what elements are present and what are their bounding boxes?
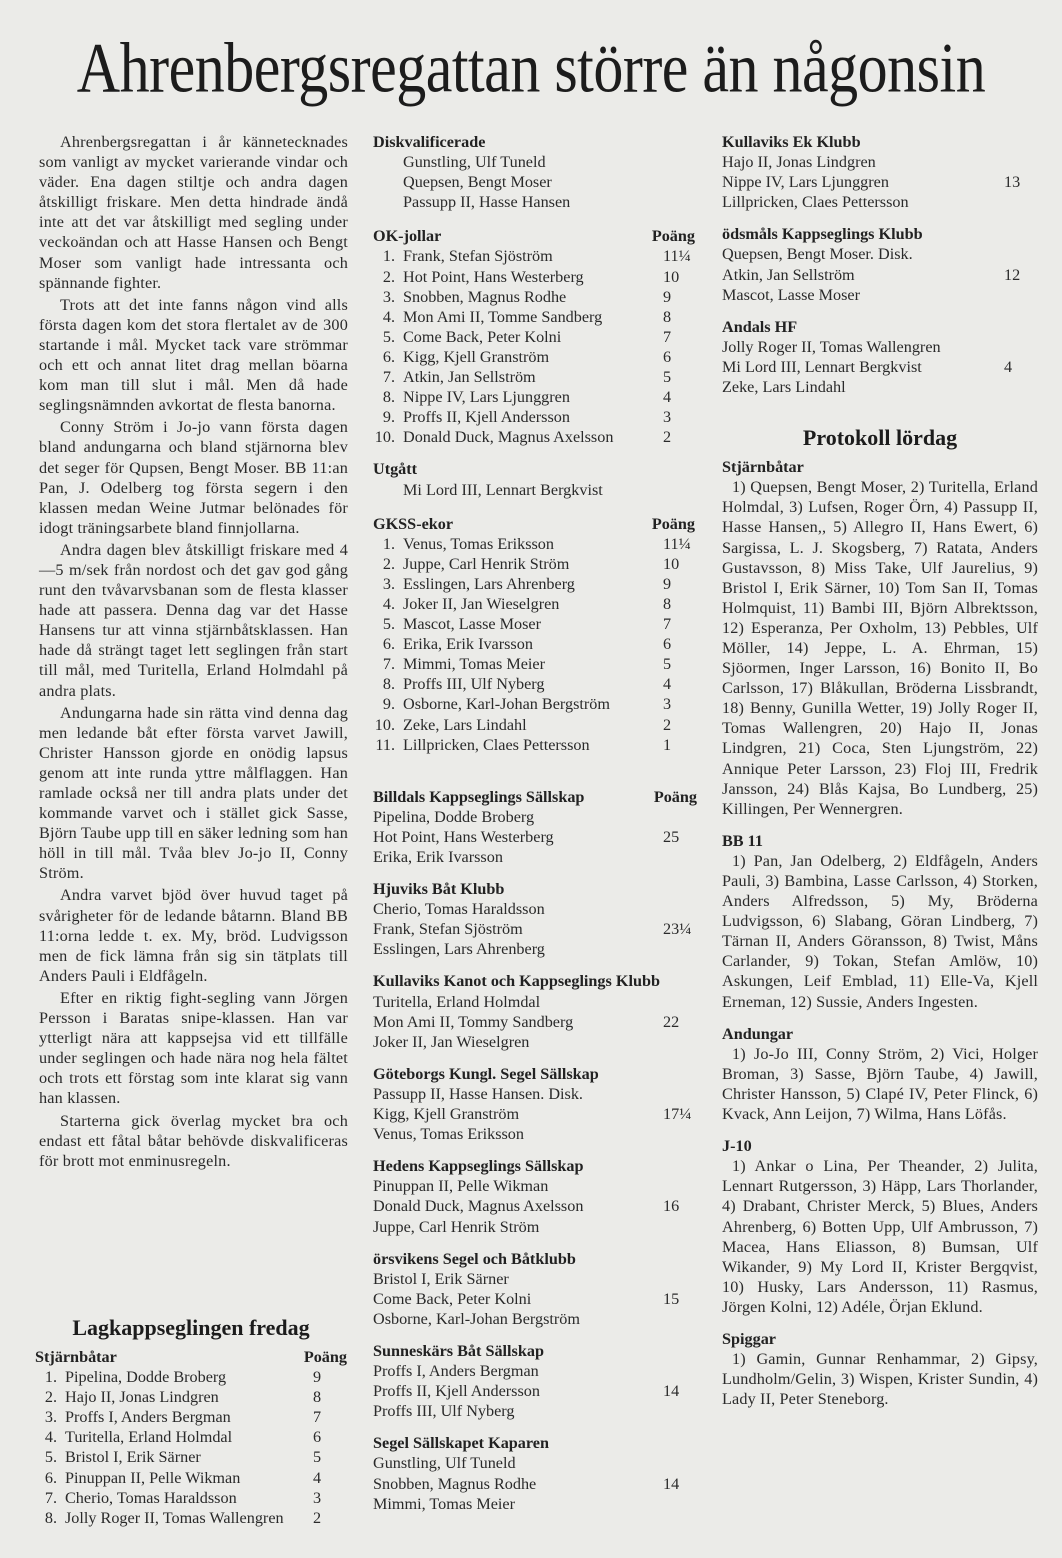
- result-points: 4: [313, 1468, 322, 1487]
- protokoll-section: [722, 831, 1038, 1012]
- results-column-middle: [373, 132, 697, 1526]
- result-boat-skipper: Proffs III, Ulf Nyberg: [403, 675, 545, 694]
- result-rank: 5.: [382, 615, 395, 634]
- result-rank: 4.: [44, 1428, 57, 1447]
- result-points: 2: [663, 428, 672, 447]
- club-boat-row: [373, 992, 697, 1012]
- club-boat: Hot Point, Hans Westerberg: [373, 827, 554, 846]
- result-points: 8: [663, 594, 672, 613]
- result-points: 9: [663, 574, 672, 593]
- club-boat-row: [722, 337, 1038, 357]
- club-block: [722, 317, 1038, 397]
- club-boat: Quepsen, Bengt Moser. Disk.: [722, 245, 913, 264]
- club-boat: Nippe IV, Lars Ljunggren: [722, 173, 889, 192]
- club-boat: Passupp II, Hasse Hansen. Disk.: [373, 1084, 583, 1103]
- club-boat: Cherio, Tomas Haraldsson: [373, 900, 545, 919]
- club-boat-row: [722, 244, 1038, 264]
- result-rank: 5.: [44, 1448, 57, 1467]
- result-boat-skipper: Joker II, Jan Wieselgren: [403, 594, 560, 613]
- result-points: 10: [663, 267, 680, 286]
- club-block: [373, 1064, 697, 1144]
- club-boat: Mimmi, Tomas Meier: [373, 1494, 515, 1513]
- club-heading: [722, 132, 1038, 152]
- article-paragraph: Conny Ström i Jo-jo vann första dagen bland andungarna och bland stjärnorna blev det seger för Qupsen, Bengt Moser. BB 11:an Pan, J. Odelberg tog första segern i den klassen medan Weine Jutmar belönades för idogt träningsarbete bland finnjollarna.: [39, 418, 348, 537]
- result-row: [373, 307, 697, 327]
- protokoll-results: 1) Quepsen, Bengt Moser, 2) Turitella, Erland Holmdal, 3) Lufsen, Roger Örn, 4) Passupp II, Hasse Hansen,, 5) Allegro II, Hans Ewert, 6) Sargissa, L. J. Skogsberg, 7) Ratata, Anders Gustavsson, 8) Miss Take, Ulf Jaurelius, 9) Bristol I, Erik Särner, 10) Tom San II, Tomas Holmquist, 11) Bambi III, Björn Albrektsson, 12) Esperanza, Per Oxholm, 13) Pebbles, Ulf Möller, 14) Jeppe, L. A. Ehrman, 15) Sjöormen, Inger Larsson, 16) Bonito II, Bo Carlsson, 17) Blåkullan, Bröderna Lissbrandt, 18) Benny, Gunilla Wetter, 19) Jolly Roger II, Tomas Wallengren, 20) Hajo II, Jonas Lindgren, 21) Coca, Sten Ljungström, 22) Annique Peter Larsson, 23) Floj III, Fredrik Jansson, 24) Blås Kajsa, Bo Lundberg, 25) Killingen, Per Wennergren.: [722, 478, 1038, 818]
- result-boat-skipper: Turitella, Erland Holmdal: [65, 1428, 233, 1447]
- result-points: 3: [663, 408, 672, 427]
- club-boat: Erika, Erik Ivarsson: [373, 848, 503, 866]
- result-rank: 7.: [382, 368, 395, 387]
- result-points: 6: [663, 635, 672, 654]
- result-row: [373, 287, 697, 307]
- protokoll-section: [722, 1024, 1038, 1124]
- protokoll-class-heading: Andungar: [722, 1024, 794, 1043]
- result-boat-skipper: Kigg, Kjell Granström: [403, 347, 550, 366]
- result-points: 5: [663, 655, 672, 674]
- article-paragraph: Efter en riktig fight-segling vann Jörgen Persson i Baratas snipe-klassen. Han var ytterligt nära att kappsejsa vid ett tillfälle under seglingen och hade nära nog hela fältet och trots ett förstag som inte klarat sig vann han klassen.: [39, 988, 348, 1108]
- club-heading: [722, 317, 1038, 337]
- result-row: [373, 614, 697, 634]
- utgatt-list: [373, 480, 697, 500]
- result-points: 7: [313, 1408, 322, 1427]
- utgatt-heading: [373, 459, 697, 479]
- lagkapp-section: [35, 1315, 347, 1528]
- club-points: 4: [1004, 357, 1013, 376]
- result-points: 5: [663, 368, 672, 387]
- club-boat: Proffs I, Anders Bergman: [373, 1362, 539, 1381]
- result-row: [35, 1488, 347, 1508]
- club-boat: Turitella, Erland Holmdal: [373, 992, 541, 1011]
- protokoll-class-heading: Spiggar: [722, 1329, 776, 1348]
- club-boat: Venus, Tomas Eriksson: [373, 1125, 524, 1144]
- article-paragraph: Starterna gick överlag mycket bra och endast ett fåtal båtar behövde diskvalificeras för brott mot enminusregeln.: [39, 1111, 348, 1170]
- club-boat-row: [722, 152, 1038, 172]
- club-boat: Joker II, Jan Wieselgren: [373, 1032, 530, 1051]
- club-boat-row: [373, 1124, 697, 1144]
- result-boat-skipper: Venus, Tomas Eriksson: [403, 534, 554, 553]
- club-boat: Lillpricken, Claes Pettersson: [722, 193, 909, 212]
- result-points: 9: [313, 1368, 322, 1387]
- result-points: 2: [663, 715, 672, 734]
- result-boat-skipper: Zeke, Lars Lindahl: [403, 715, 527, 734]
- result-row: [373, 267, 697, 287]
- result-rank: 1.: [44, 1368, 57, 1387]
- club-block: [722, 224, 1038, 304]
- result-rank: 7.: [382, 655, 395, 674]
- result-boat-skipper: Come Back, Peter Kolni: [403, 327, 562, 346]
- club-boat-row: [373, 1012, 697, 1032]
- result-boat-skipper: Mon Ami II, Tomme Sandberg: [403, 307, 603, 326]
- result-points: 3: [663, 695, 672, 714]
- club-name: Hjuviks Båt Klubb: [373, 880, 505, 899]
- result-rank: 3.: [44, 1408, 57, 1427]
- result-boat-skipper: Proffs II, Kjell Andersson: [403, 408, 570, 427]
- club-boat: Proffs III, Ulf Nyberg: [373, 1402, 515, 1421]
- club-boat-row: [373, 1309, 697, 1329]
- result-rank: 6.: [382, 347, 395, 366]
- points-label: Poäng: [651, 514, 695, 533]
- club-boat-row: [373, 807, 697, 827]
- points-label: Poäng: [303, 1348, 347, 1366]
- result-boat-skipper: Cherio, Tomas Haraldsson: [65, 1488, 237, 1507]
- club-boat-row: [722, 172, 1038, 192]
- club-boat-row: [373, 1361, 697, 1381]
- result-boat-skipper: Snobben, Magnus Rodhe: [403, 287, 567, 306]
- club-points: 22: [663, 1012, 680, 1031]
- club-name: Kullaviks Kanot och Kappseglings Klubb: [373, 972, 660, 991]
- result-row: [35, 1447, 347, 1467]
- result-rank: 6.: [382, 635, 395, 654]
- club-boat-row: [373, 919, 697, 939]
- club-boat: Frank, Stefan Sjöström: [373, 920, 523, 939]
- result-points: 10: [663, 554, 680, 573]
- club-boat-row: [373, 1474, 697, 1494]
- result-row: [373, 534, 697, 554]
- result-row: [373, 407, 697, 427]
- club-boat-row: [373, 1084, 697, 1104]
- club-name: Billdals Kappseglings Sällskap: [373, 787, 585, 806]
- result-row: [373, 347, 697, 367]
- lagkapp-class-header: [35, 1347, 347, 1367]
- result-rank: 3.: [382, 574, 395, 593]
- club-heading: [373, 1249, 697, 1269]
- club-name: Kullaviks Ek Klubb: [722, 133, 861, 151]
- club-block: [373, 1433, 697, 1513]
- club-boat: Bristol I, Erik Särner: [373, 1269, 509, 1288]
- article-paragraph: Andungarna hade sin rätta vind denna dag men ledande båt efter första varvet Jawill, Christer Hansson gjorde en onödig lapsus genom att inte runda yttre målflaggen. Han ramlade också ner till andra plats under det kommande varvet och i stället gick Sasse, Björn Taube upp till en säker ledning som han höll in till mål. Tvåa blev Jo-jo II, Conny Ström.: [39, 703, 348, 883]
- diskvalificerade-list: [373, 152, 697, 212]
- protokoll-results: 1) Gamin, Gunnar Renhammar, 2) Gipsy, Lundholm/Gelin, 3) Wispen, Krister Sundin, 4) Lady II, Peter Steneborg.: [722, 1350, 1038, 1409]
- club-heading: [373, 879, 697, 899]
- result-boat-skipper: Mascot, Lasse Moser: [403, 615, 542, 634]
- result-boat-skipper: Nippe IV, Lars Ljunggren: [403, 388, 570, 407]
- result-row: [373, 735, 697, 755]
- utgatt-section: [373, 459, 697, 499]
- result-row: [373, 654, 697, 674]
- diskvalificerade-heading: [373, 132, 697, 152]
- result-boat-skipper: Pinuppan II, Pelle Wikman: [65, 1468, 241, 1487]
- result-boat-skipper: Jolly Roger II, Tomas Wallengren: [65, 1508, 284, 1527]
- result-row: [35, 1468, 347, 1488]
- points-label: Poäng: [651, 227, 695, 246]
- result-boat-skipper: Donald Duck, Magnus Axelsson: [403, 428, 614, 447]
- protokoll-results: 1) Jo-Jo III, Conny Ström, 2) Vici, Holger Broman, 3) Sasse, Björn Taube, 4) Jawill, Christer Hansson, 5) Clapé IV, Peter Flinck, 6) Kvack, Ann Leijon, 7) Wilma, Hans Löfås.: [722, 1044, 1038, 1124]
- section-title: Utgått: [373, 460, 418, 479]
- result-boat-skipper: Osborne, Karl-Johan Bergström: [403, 695, 610, 714]
- club-boat: Pipelina, Dodde Broberg: [373, 807, 535, 826]
- result-row: [373, 694, 697, 714]
- protokoll-section: [722, 457, 1038, 819]
- result-points: 6: [313, 1428, 322, 1447]
- result-boat-skipper: Mimmi, Tomas Meier: [403, 655, 545, 674]
- result-rank: 2.: [44, 1388, 57, 1407]
- result-rank: 1.: [382, 247, 395, 266]
- result-points: 4: [663, 675, 672, 694]
- club-boat: Pinuppan II, Pelle Wikman: [373, 1177, 549, 1196]
- result-rank: 3.: [382, 287, 395, 306]
- result-boat-skipper: Erika, Erik Ivarsson: [403, 635, 533, 654]
- club-boat-row: [722, 192, 1038, 212]
- result-row: [373, 367, 697, 387]
- club-boat: Mi Lord III, Lennart Bergkvist: [722, 357, 922, 376]
- club-heading: [373, 787, 697, 807]
- club-heading: [722, 224, 1038, 244]
- result-row: [373, 427, 697, 447]
- club-boat-row: [722, 285, 1038, 305]
- result-rank: 4.: [382, 307, 395, 326]
- result-row: [373, 674, 697, 694]
- result-rank: 2.: [382, 267, 395, 286]
- result-rank: 10.: [374, 428, 395, 447]
- protokoll-class-heading: Stjärnbåtar: [722, 458, 804, 477]
- result-rank: 6.: [44, 1468, 57, 1487]
- club-heading: [373, 1156, 697, 1176]
- page-title: Ahrenbergsregattan större än någonsin: [76, 29, 986, 108]
- result-points: 1: [663, 735, 672, 754]
- result-boat-skipper: Hajo II, Jonas Lindgren: [65, 1388, 219, 1407]
- result-rank: 7.: [44, 1488, 57, 1507]
- protokoll-heading: Protokoll lördag: [802, 425, 958, 451]
- club-points: 25: [663, 827, 680, 846]
- protokoll-section: [722, 1329, 1038, 1409]
- result-row: [373, 574, 697, 594]
- club-name: Göteborgs Kungl. Segel Sällskap: [373, 1064, 599, 1083]
- result-row: [35, 1427, 347, 1447]
- club-boat-row: [373, 1176, 697, 1196]
- result-row: [373, 387, 697, 407]
- club-results-middle: [373, 787, 697, 1514]
- result-points: 8: [313, 1388, 322, 1407]
- club-heading: [373, 1341, 697, 1361]
- result-boat-skipper: Pipelina, Dodde Broberg: [65, 1368, 227, 1387]
- result-boat-skipper: Juppe, Carl Henrik Ström: [403, 554, 570, 573]
- club-boat: Juppe, Carl Henrik Ström: [373, 1217, 540, 1236]
- list-item: Mi Lord III, Lennart Bergkvist: [403, 480, 603, 499]
- result-points: 11¼: [663, 247, 691, 266]
- club-name: örsvikens Segel och Båtklubb: [373, 1249, 576, 1268]
- result-points: 3: [313, 1488, 322, 1507]
- club-boat: Snobben, Magnus Rodhe: [373, 1474, 537, 1493]
- club-block: [373, 787, 697, 867]
- club-block: [373, 879, 697, 959]
- club-boat-row: [373, 1032, 697, 1052]
- result-rank: 2.: [382, 554, 395, 573]
- club-boat: Mon Ami II, Tommy Sandberg: [373, 1012, 574, 1031]
- result-points: 9: [663, 287, 672, 306]
- list-item: Quepsen, Bengt Moser: [403, 173, 552, 192]
- result-points: 7: [663, 327, 672, 346]
- result-rank: 10.: [374, 715, 395, 734]
- result-row: [373, 634, 697, 654]
- result-rank: 8.: [382, 388, 395, 407]
- result-points: 5: [313, 1448, 322, 1467]
- result-row: [373, 327, 697, 347]
- section-title: Diskvalificerade: [373, 133, 486, 151]
- club-boat: Atkin, Jan Sellström: [722, 265, 855, 284]
- club-points: 15: [663, 1289, 680, 1308]
- club-points: 23¼: [663, 920, 692, 939]
- ok-jollar-results: [373, 246, 697, 447]
- club-boat-row: [722, 377, 1038, 397]
- club-heading: [373, 971, 697, 991]
- result-rank: 8.: [382, 675, 395, 694]
- club-name: Hedens Kappseglings Sällskap: [373, 1157, 584, 1176]
- gkss-results: [373, 534, 697, 755]
- result-points: 11¼: [663, 534, 691, 553]
- result-points: 6: [663, 347, 672, 366]
- club-boat-row: [373, 1494, 697, 1514]
- club-name: Andals HF: [722, 317, 798, 336]
- protokoll-class-heading: BB 11: [722, 831, 763, 850]
- result-points: 8: [663, 307, 672, 326]
- result-points: 7: [663, 615, 672, 634]
- result-boat-skipper: Hot Point, Hans Westerberg: [403, 267, 584, 286]
- result-row: [373, 554, 697, 574]
- gkss-section: [373, 514, 697, 755]
- club-boat-row: [373, 827, 697, 847]
- article-paragraph: Trots att det inte fanns någon vind alls första dagen kom det stora flertalet av de 300 startande i mål. Mycket tack vare strömmar och ett och annat litet drag mellan böarna kom man till slut i mål. Men då hade seglingsnämnden avkortat de flesta banorna.: [39, 295, 348, 415]
- protokoll-results: 1) Pan, Jan Odelberg, 2) Eldfågeln, Anders Pauli, 3) Bambina, Lasse Carlsson, 4) Storken, Anders Alfredsson, 5) My, Bröderna Ludvigsson, 6) Slabang, Göran Lindberg, 7) Tärnan II, Anders Göransson, 8) Twist, Måns Carlander, 9) Tokan, Stefan Amlöw, 10) Askungen, Leif Emblad, 11) Elle-Va, Kjell Erneman, 12) Sussie, Anders Ingesten.: [722, 851, 1038, 1011]
- club-points: 12: [1004, 265, 1021, 284]
- result-rank: 1.: [382, 534, 395, 553]
- protokoll-results: 1) Ankar o Lina, Per Theander, 2) Julita, Lennart Rutgersson, 3) Häpp, Lars Thorlander, 4) Drabant, Christer Merck, 5) Blues, Anders Ahrenberg, 6) Botten Upp, Ulf Ambrusson, 7) Macea, Hans Eliasson, 8) Bumsan, Ulf Wikander, 9) My Lord II, Krister Bergqvist, 10) Husky, Lars Andersson, 11) Rasmus, Jörgen Kolni, 12) Adéle, Örjan Eklund.: [722, 1157, 1038, 1316]
- protokoll-class-heading: J-10: [722, 1137, 752, 1156]
- club-boat: Gunstling, Ulf Tuneld: [373, 1454, 516, 1473]
- result-rank: 8.: [44, 1508, 57, 1527]
- club-name: Segel Sällskapet Kaparen: [373, 1434, 549, 1453]
- club-boat-row: [722, 357, 1038, 377]
- club-points: 14: [663, 1382, 680, 1401]
- club-block: [373, 971, 697, 1051]
- diskvalificerade-section: [373, 132, 697, 212]
- result-points: 2: [313, 1508, 322, 1527]
- result-rank: 5.: [382, 327, 395, 346]
- club-boat: Come Back, Peter Kolni: [373, 1289, 532, 1308]
- club-boat-row: [373, 1217, 697, 1237]
- club-boat: Proffs II, Kjell Andersson: [373, 1382, 540, 1401]
- club-heading: [373, 1064, 697, 1084]
- club-block: [373, 1249, 697, 1329]
- club-boat-row: [373, 1381, 697, 1401]
- result-boat-skipper: Frank, Stefan Sjöström: [403, 247, 553, 266]
- club-block: [373, 1156, 697, 1236]
- club-points: 14: [663, 1474, 680, 1493]
- result-rank: 4.: [382, 594, 395, 613]
- article-paragraph: Andra varvet bjöd över huvud taget på svårigheter för de ledande båtarnn. Bland BB 11:orna ledde t. ex. My, bröd. Ludvigsson men de fick lämna från sig sin tätplats till Anders Pauli i Eldfågeln.: [39, 886, 348, 985]
- result-boat-skipper: Proffs I, Anders Bergman: [65, 1408, 231, 1427]
- result-row: [35, 1367, 347, 1387]
- results-column-right: [722, 132, 1038, 1421]
- club-boat-row: [373, 899, 697, 919]
- section-title: GKSS-ekor: [373, 514, 454, 533]
- club-boat: Esslingen, Lars Ahrenberg: [373, 940, 545, 959]
- list-item: Gunstling, Ulf Tuneld: [403, 153, 546, 172]
- club-boat-row: [373, 847, 697, 867]
- result-boat-skipper: Atkin, Jan Sellström: [403, 368, 536, 387]
- points-label: Poäng: [653, 787, 697, 806]
- club-boat: Osborne, Karl-Johan Bergström: [373, 1309, 580, 1328]
- club-boat: Zeke, Lars Lindahl: [722, 378, 846, 397]
- article-column: [35, 132, 348, 1527]
- result-points: 4: [663, 388, 672, 407]
- club-boat: Mascot, Lasse Moser: [722, 285, 861, 304]
- club-boat-row: [373, 1196, 697, 1216]
- gkss-heading: [373, 514, 697, 534]
- club-boat-row: [373, 1453, 697, 1473]
- club-name: ödsmåls Kappseglings Klubb: [722, 225, 923, 244]
- club-points: 17¼: [663, 1105, 692, 1124]
- result-rank: 9.: [382, 408, 395, 427]
- protokoll-section: [722, 1136, 1038, 1317]
- result-row: [373, 246, 697, 266]
- lagkapp-results: [35, 1367, 347, 1528]
- article-paragraph: Ahrenbergsregattan i år kännetecknades som vanligt av mycket varierande vindar och väder. Ena dagen stiltje och andra dagen åtskilligt friskare. Men detta hindrade ändå inte att det var åtskilligt med segling under veckoändan och att Hasse Hansen och Bengt Moser som vanligt hade intressanta och spännande fighter.: [39, 133, 348, 292]
- club-block: [373, 1341, 697, 1421]
- club-name: Sunneskärs Båt Sällskap: [373, 1341, 544, 1360]
- club-points: 13: [1004, 173, 1021, 192]
- club-boat-row: [373, 939, 697, 959]
- club-boat-row: [373, 1289, 697, 1309]
- club-boat-row: [373, 1104, 697, 1124]
- club-boat-row: [373, 1269, 697, 1289]
- club-points: 16: [663, 1197, 680, 1216]
- result-rank: 11.: [375, 735, 395, 754]
- club-boat: Kigg, Kjell Granström: [373, 1105, 520, 1124]
- article-paragraph: Andra dagen blev åtskilligt friskare med 4—5 m/sek från nordost och det gav god gång runt den tvåvarvsbanan som de flesta klasser hade att passera. Denna dag var det Hasse Hansens tur att vinna stjärnbåtsklassen. Han hade då strängt taget lett seglingen från start till mål, med Turitella, Erland Holmdahl på andra plats.: [39, 540, 348, 700]
- club-boat: Hajo II, Jonas Lindgren: [722, 153, 876, 172]
- list-item: Passupp II, Hasse Hansen: [403, 193, 571, 212]
- result-boat-skipper: Esslingen, Lars Ahrenberg: [403, 574, 575, 593]
- result-rank: 9.: [382, 695, 395, 714]
- club-boat-row: [373, 1401, 697, 1421]
- section-title: OK-jollar: [373, 227, 442, 246]
- result-boat-skipper: Lillpricken, Claes Pettersson: [403, 735, 590, 754]
- ok-jollar-section: [373, 226, 697, 447]
- result-row: [373, 715, 697, 735]
- club-boat: Jolly Roger II, Tomas Wallengren: [722, 337, 941, 356]
- club-results-right: [722, 132, 1038, 397]
- lagkapp-heading: Lagkappseglingen fredag: [72, 1315, 310, 1340]
- lagkapp-class-label: Stjärnbåtar: [35, 1348, 117, 1366]
- club-heading: [373, 1433, 697, 1453]
- result-boat-skipper: Bristol I, Erik Särner: [65, 1448, 201, 1467]
- club-boat-row: [722, 265, 1038, 285]
- ok-jollar-heading: [373, 226, 697, 246]
- result-row: [35, 1407, 347, 1427]
- club-boat: Donald Duck, Magnus Axelsson: [373, 1197, 584, 1216]
- club-block: [722, 132, 1038, 212]
- result-row: [35, 1387, 347, 1407]
- protokoll-sections: [722, 457, 1038, 1409]
- result-row: [373, 594, 697, 614]
- result-row: [35, 1508, 347, 1528]
